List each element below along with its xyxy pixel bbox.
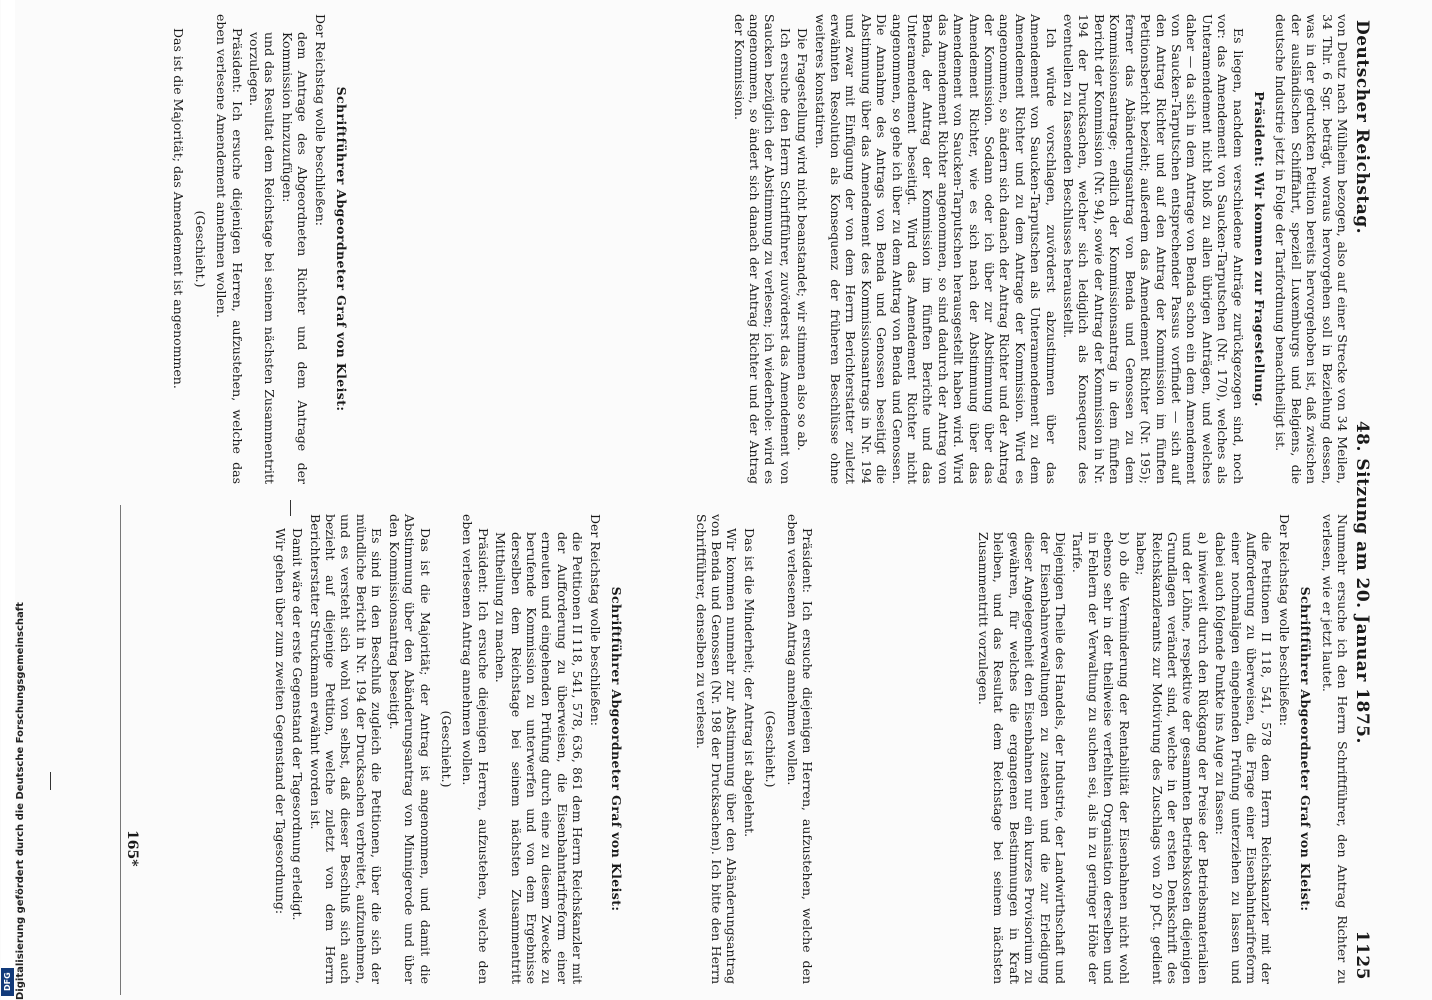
motion-text: die Petitionen II 118, 541, 578, 636, 861 dem Herrn Reichskanzler mit der Aufforderung zu überweisen, die Eisenbahntarifreform einer erneuten und eingehenden Prüfung durch eine zu diesem Zwecke zu berufende Kommission zu unterwerfen und von dem Ergebnisse derselben dem Reichstage bei seinem nächsten Zusammentritt Mittheilung zu machen. — [493, 532, 586, 984]
paragraph: Das ist die Majorität; das Amendement ist angenommen. — [171, 28, 187, 389]
speaker-paragraph: Präsident: Wir kommen zur Fragestellung. — [1251, 91, 1267, 407]
column-divider — [120, 505, 121, 995]
left-column-lower — [169, 14, 355, 484]
motion-text: die Petitionen II 118, 541, 578 dem Herrn Reichskanzler mit der Aufforderung zu überweisen, die Frage einer Eisenbahntarifreform einer nochmaligen eingehenden Prüfung unterziehen zu lassen und dabei auch folgende Punkte ins Auge zu fassen: — [1213, 532, 1275, 984]
stage-direction: (Geschieht.) — [438, 710, 454, 788]
motion-intro: Der Reichstag wolle beschließen: — [1276, 514, 1292, 726]
paragraph: Das ist die Minderheit; der Antrag ist abgelehnt. — [741, 528, 757, 838]
page-number: 1125 — [1352, 930, 1372, 980]
paragraph: Nunmehr ersuche ich den Herrn Schriftführer, den Antrag Richter zu verlesen, wie er jetzt lautet. — [1319, 514, 1350, 984]
speaker-paragraph: Präsident: Ich ersuche diejenigen Herren, aufzustehen, welche das eben verlesene Amendement annehmen wollen. — [214, 14, 245, 484]
sheet-signature — [124, 830, 140, 867]
speaker-label: Schriftführer Abgeordneter Graf von Kleist: — [609, 586, 624, 912]
motion-text: dem Antrage des Abgeordneten Richter und dem Antrage der Kommission hinzuzufügen: — [279, 32, 311, 484]
speaker-label: Schriftführer Abgeordneter Graf von Kleist: — [334, 86, 349, 412]
paragraph: Ich ersuche den Herrn Schriftführer, zuvörderst das Amendement von Saucken bezüglich der Abstimmung zu verlesen; ich wiederhole: wird es angenommen, so ändert sich danach der Antrag Richter und der Antrag der Kommission. — [731, 14, 793, 484]
margin-tick — [50, 772, 51, 790]
paragraph: von Deutz nach Mülheim bezogen, also auf einer Strecke von 34 Meilen, 34 Thlr. 6 Sgr. beträgt, woraus hervorgehen soll in Beziehung dessen, was in der gedruckten Petition bereits hervorgehoben ist, daß zwischen der ausländischen Schifffahrt, speziell Luxemburgs und Belgiens, die deutsche Industrie jetzt in Folge der Tarifordnung benachtheiligt ist. — [1273, 14, 1350, 484]
left-column-upper — [729, 14, 1350, 484]
speaker-paragraph: Präsident: Ich ersuche diejenigen Herren, aufzustehen, welche den eben verlesenen Antrag annehmen wollen. — [460, 514, 491, 984]
paragraph: Das ist die Majorität; der Antrag ist angenommen, und damit die Abstimmung über den Abänderungsantrag von Minnigerode und über den Kommissionsantrag beseitigt. — [386, 514, 433, 984]
stage-direction: (Geschieht.) — [192, 210, 208, 288]
session-title: 48. Sitzung am 20. Januar 1875. — [1352, 420, 1372, 744]
motion-item: b) ob die Verminderung der Rentabilität der Eisenbahnen nicht wohl ebenso sehr in der theilweise verfehlten Organisation derselben und in Fehlern der Verwaltung zu suchen sei, als in zu geringer Höhe der Tarife. — [1070, 532, 1132, 984]
dfg-logo-icon[interactable]: DFG — [1, 968, 14, 996]
motion-intro: Der Reichstag wolle beschließen: — [587, 514, 603, 726]
right-column-upper — [974, 514, 1350, 984]
paragraph: Es liegen, nachdem verschiedene Anträge zurückgezogen sind, noch vor: das Amendement von Saucken-Tarputschen (Nr. 170), welches als Unteramendement nicht bloß zu allen übrigen Anträgen, und welches daher — da sich in dem Antrage von Benda schon ein dem Amendement von Saucken-Tarputschen entsprechender Passus vorfindet — sich auf den Antrag Richter und auf den Antrag der Kommission im fünften Petitionsbericht bezieht; außerdem das Amendement Richter (Nr. 195); ferner das Abänderungsantrag von Benda und Genossen zu dem Kommissionsantrage; endlich der Kommissionsantrag in dem fünften Bericht der Kommission (Nr. 94), sowie der Antrag der Kommission in Nr. 194 der Drucksachen, welcher sich lediglich als Konsequenz des eventuellen zu fassenden Beschlusses herausstellt. — [1061, 14, 1246, 484]
journal-title: Deutscher Reichstag. — [1352, 20, 1372, 235]
stage-direction: (Geschieht.) — [763, 710, 779, 788]
page-header — [1352, 0, 1372, 1000]
paragraph: Ich würde vorschlagen, zuvörderst abzustimmen über das Amendement von Saucken-Tarputschen als Unteramendement zu dem Amendement Richter und zu dem Antrage der Kommission. Wird es angenommen, so ändern sich danach der Antrag Richter und der Antrag der Kommission. Sodann oder ich über zur Abstimmung über das Amendement Richter, wie es sich nach der Abstimmung über das Amendement von Saucken-Tarputschen herausgestellt haben wird. Wird das Amendement Richter angenommen, so sind dadurch der Antrag von Benda, der Antrag der Kommission im fünften Berichte und das Unteramendement beseitigt. Wird das Amendement Richter nicht angenommen, so gehe ich über zu dem Antrag von Benda und Genossen. Die Annahme des Antrags von Benda und Genossen beseitigt die Abstimmung über das Amendement des Kommissionsantrags in Nr. 194 und zwar mit Einfügung der von dem Herrn Berichterstatter zuletzt erwähnten Resolution als Konsequenz der früheren Beschlüsse ohne weiteres konstatiren. — [812, 14, 1059, 484]
motion-text: und das Resultat dem Reichstage bei seinem nächsten Zusammentritt vorzulegen. — [246, 32, 278, 484]
right-column-lower — [270, 514, 630, 984]
paragraph: Wir kommen nunmehr zur Abstimmung über den Abänderungsantrag von Benda und Genossen (Nr. 198 der Drucksachen). Ich bitte den Herrn Schriftführer, denselben zu verlesen. — [693, 514, 740, 984]
paragraph: Die Fragestellung wird nicht beanstandet; wir stimmen also so ab. — [795, 28, 811, 451]
right-column-mid — [691, 514, 815, 984]
paragraph: Damit wäre der erste Gegenstand der Tagesordnung erledigt. — [290, 528, 306, 921]
digitization-sidebar — [1, 0, 26, 1000]
paragraph: Wir gehen über zum zweiten Gegenstand der Tagesordnung: — [272, 528, 288, 915]
motion-text: Diejenigen Theile des Handels, der Industrie, der Landwirthschaft und der Eisenbahnverwaltungen zu zustehen und die zur Erledigung dieser Angelegenheit den Eisenbahnen nur ein kurzes Provisorium zu gewähren, für welches die ergangenen Bestimmungen in Kraft bleiben, und das Resultat dem Reichstage bei seinem nächsten Zusammentritt vorzulegen. — [976, 532, 1069, 984]
motion-intro: Der Reichstag wolle beschließen: — [312, 14, 328, 226]
motion-item: a) inwieweit durch den Rückgang der Preise der Betriebsmaterialien und der Löhne, respektive der gesammten Betriebskosten diejenigen Grundlagen verändert sind, welche in der ersten Denkschrift des Reichskanzleramts zur Motivirung des Zuschlags von 20 pCt. gedient haben; — [1134, 532, 1211, 984]
margin-tick — [290, 500, 291, 516]
digitization-credit: Digitalisierung gefördert durch die Deutsche Forschungsgemeinschaft — [15, 602, 26, 1000]
speaker-paragraph: Präsident: Ich ersuche diejenigen Herren, aufzustehen, welche den eben verlesenen Antrag annehmen wollen. — [784, 514, 815, 984]
speaker-label: Schriftführer Abgeordneter Graf von Kleist: — [1298, 586, 1314, 912]
signature-mark: 165* — [124, 830, 140, 867]
paragraph: Es sind in den Beschluß zugleich die Petitionen, über die sich der mündliche Bericht in Nr. 194 der Drucksachen verbreitet, aufzunehmen, und es versteht sich wohl von selbst, daß dieser Beschluß sich auch bezieht auf diejenige Petition, welche zuletzt von dem Herrn Berichterstatter Struckmann erwähnt worden ist. — [307, 514, 385, 984]
